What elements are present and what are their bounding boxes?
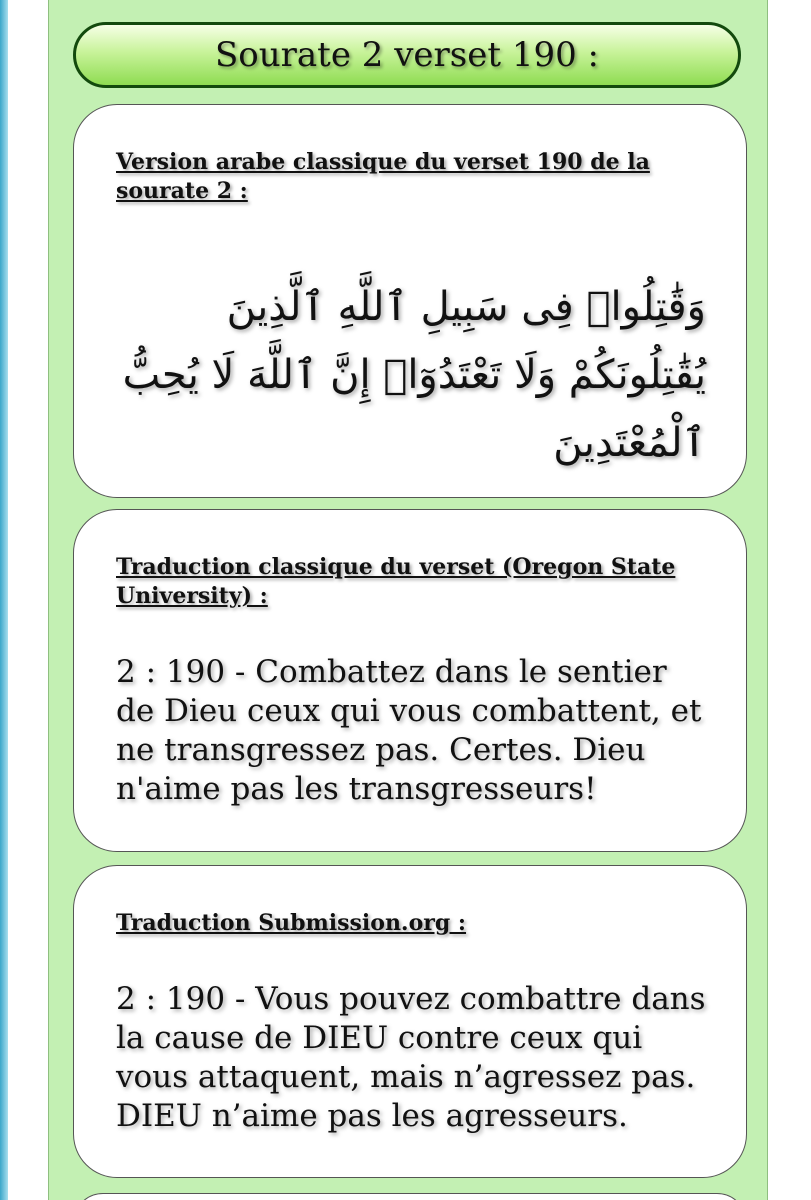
arabic-verse-text: وَقَٰتِلُوا۟ فِى سَبِيلِ ٱللَّهِ ٱلَّذِينَ يُقَٰتِلُونَكُمْ وَلَا تَعْتَدُوٓا۟ إِنَّ ٱللَّهَ لَا يُحِبُّ ٱلْمُعْتَدِينَ	[122, 284, 706, 466]
next-card-partial	[73, 1193, 747, 1200]
classic-translation-text: 2 : 190 - Combattez dans le sentier de Dieu ceux qui vous combattent, et ne transgressez pas. Certes. Dieu n'aime pas les transgresseurs!	[116, 654, 702, 807]
arabic-version-card	[73, 104, 747, 498]
submission-translation-heading: Traduction Submission.org :	[116, 910, 467, 936]
submission-translation-text: 2 : 190 - Vous pouvez combattre dans la cause de DIEU contre ceux qui vous attaquent, mais n’agressez pas. DIEU n’aime pas les agresseurs.	[116, 981, 706, 1134]
page-title-bar	[73, 22, 741, 88]
left-edge-decoration	[0, 0, 8, 1200]
submission-translation-card	[73, 865, 747, 1178]
classic-translation-heading: Traduction classique du verset (Oregon State University) :	[116, 554, 676, 609]
page-title: Sourate 2 verset 190 :	[215, 35, 599, 75]
classic-translation-card	[73, 509, 747, 852]
content-panel	[48, 0, 768, 1200]
arabic-version-heading: Version arabe classique du verset 190 de la sourate 2 :	[116, 149, 650, 204]
